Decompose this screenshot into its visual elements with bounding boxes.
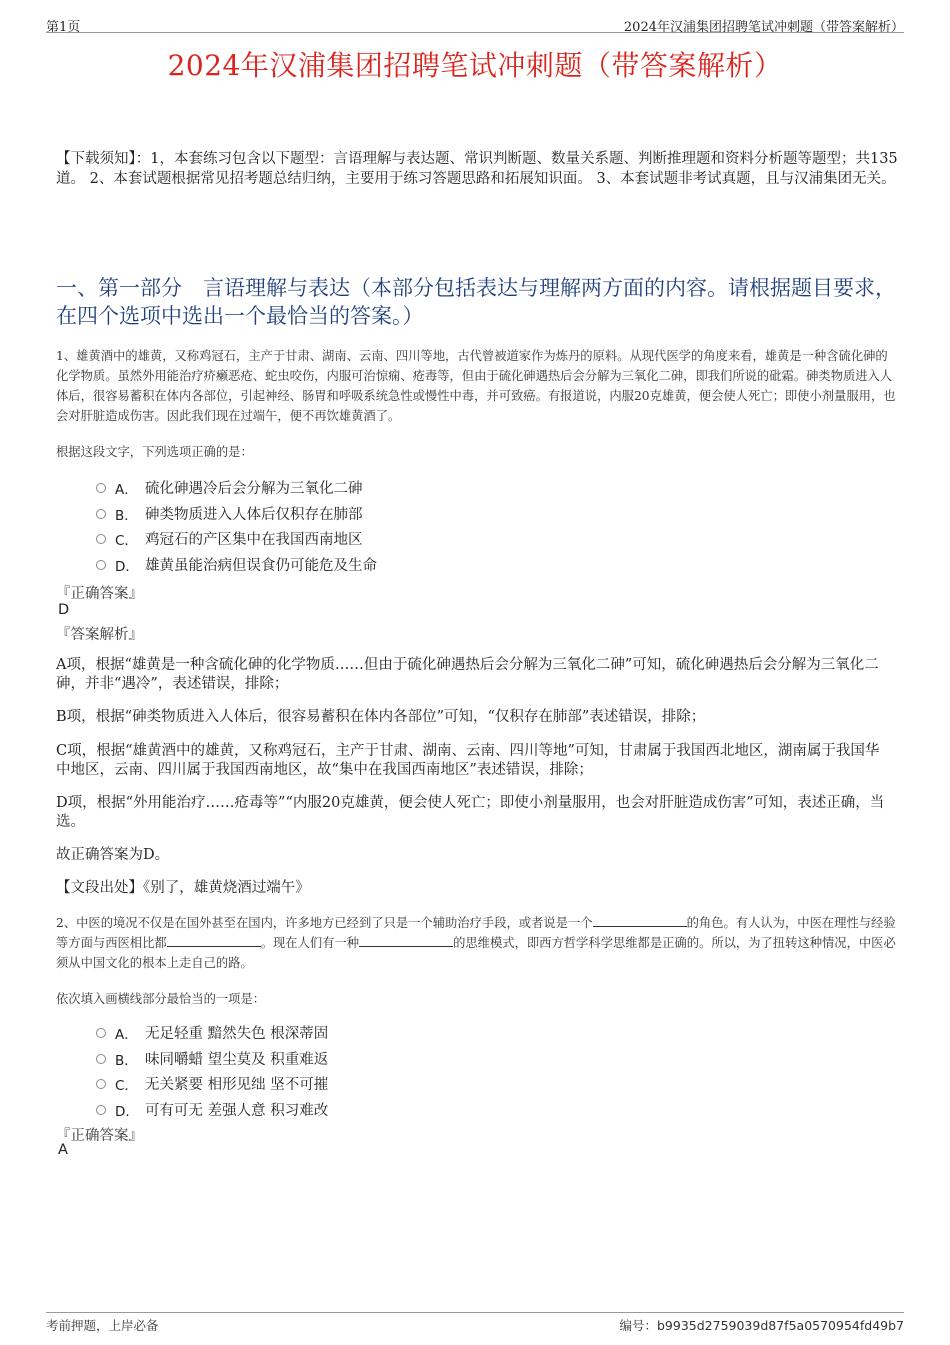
option-letter: B．: [115, 1052, 138, 1069]
analysis-a: A项，根据“雄黄是一种含硫化砷的化学物质……但由于硫化砷遇热后会分解为三氧化二砷”可知，硫化砷遇热后会分解为三氧化二砷，并非“遇冷”，表述错误，排除；: [56, 657, 879, 692]
fill-blank-1: [593, 914, 687, 927]
option-letter: C．: [115, 533, 138, 549]
radio-button[interactable]: [96, 1028, 106, 1038]
option-a[interactable]: [96, 477, 796, 503]
option-text: 鸡冠石的产区集中在我国西南地区: [145, 532, 363, 548]
download-notice: 【下载须知】：1，本套练习包含以下题型：言语理解与表达题、常识判断题、数量关系题、判断推理题和资料分析题等题型；共135道。 2、本套试题根据常见招考题总结归纳，主要用于练习答题思路和拓展知识面。 3、本套试题非考试真题，且与汉浦集团无关。: [56, 151, 898, 187]
radio-button[interactable]: [96, 560, 106, 570]
option-text: 雄黄虽能治病但误食仍可能危及生命: [145, 557, 377, 574]
option-text: 砷类物质进入人体后仅积存在肺部: [145, 506, 363, 523]
fill-blank-2: [167, 934, 261, 947]
option-text: 味同嚼蜡 望尘莫及 积重难返: [145, 1051, 329, 1068]
radio-button[interactable]: [96, 1054, 106, 1064]
question-2-text: 2、中医的境况不仅是在国外甚至在国内，许多地方已经到了只是一个辅助治疗手段，或者说是一个 的角色。有人认为，中医在理性与经验等方面与西医相比都 。现在人们有一种 的思维模式，即西方哲学科学思维都是正确的。所以，为了扭转这种情况，中医必须从中国文化的根本上走自己的路。: [56, 916, 896, 970]
option-letter: A．: [115, 1027, 138, 1043]
option-d[interactable]: [96, 1099, 796, 1125]
page-title: 2024年汉浦集团招聘笔试冲刺题（带答案解析）: [167, 49, 783, 82]
option-c[interactable]: [96, 528, 796, 554]
option-text: 无关紧要 相形见绌 坚不可摧: [145, 1077, 329, 1093]
radio-button[interactable]: [96, 509, 106, 519]
analysis-b: B项，根据“砷类物质进入人体后，很容易蓄积在体内各部位”可知，“仅积存在肺部”表述错误，排除；: [56, 709, 706, 725]
page-header: [46, 14, 904, 33]
analysis-conclusion: 故正确答案为D。: [56, 847, 170, 863]
radio-button[interactable]: [96, 534, 106, 544]
question-1-options: [96, 477, 796, 579]
answer-label: 『正确答案』: [56, 1128, 143, 1144]
page-number: 第1页: [46, 20, 81, 35]
option-b[interactable]: [96, 503, 796, 529]
source-citation: 【文段出处】《别了，雄黄烧酒过端午》: [56, 880, 310, 896]
radio-button[interactable]: [96, 483, 106, 493]
answer-value: A: [58, 1142, 68, 1158]
option-letter: C．: [115, 1078, 138, 1094]
radio-button[interactable]: [96, 1079, 106, 1089]
question-2-options: [96, 1022, 796, 1124]
question-2-prompt: 依次填入画横线部分最恰当的一项是：: [56, 992, 266, 1006]
footer-slogan: 考前押题，上岸必备: [46, 1318, 159, 1333]
analysis-c: C项，根据“雄黄酒中的雄黄，又称鸡冠石，主产于甘肃、湖南、云南、四川等地”可知，甘肃属于我国西北地区，湖南属于我国华中地区，云南、四川属于我国西南地区，故“集中在我国西南地区”表述错误，排除；: [56, 743, 880, 778]
option-letter: A．: [115, 482, 138, 498]
option-text: 可有可无 差强人意 积习难改: [145, 1102, 329, 1119]
document-code: 编号：b9935d2759039d87f5a0570954fd49b7: [619, 1318, 904, 1333]
radio-button[interactable]: [96, 1105, 106, 1115]
option-text: 硫化砷遇冷后会分解为三氧化二砷: [145, 481, 363, 497]
option-b[interactable]: [96, 1048, 796, 1074]
section-heading: 一、第一部分 言语理解与表达（本部分包括表达与理解两方面的内容。请根据题目要求，在四个选项中选出一个最恰当的答案。）: [56, 276, 896, 328]
option-text: 无足轻重 黯然失色 根深蒂固: [145, 1026, 329, 1042]
question-1-prompt: 根据这段文字，下列选项正确的是：: [56, 445, 253, 459]
option-c[interactable]: [96, 1073, 796, 1099]
analysis-label: 『答案解析』: [56, 627, 143, 643]
option-d[interactable]: [96, 554, 796, 580]
answer-value: D: [58, 602, 70, 618]
answer-label: 『正确答案』: [56, 586, 143, 602]
fill-blank-3: [359, 934, 453, 947]
option-a[interactable]: [96, 1022, 796, 1048]
analysis-d: D项，根据“外用能治疗……疮毒等”“内服20克雄黄，便会使人死亡；即使小剂量服用，也会对肝脏造成伤害”可知，表述正确，当选。: [56, 795, 885, 830]
option-letter: D．: [115, 558, 139, 575]
header-doc-title: 2024年汉浦集团招聘笔试冲刺题（带答案解析）: [623, 20, 904, 35]
question-1-text: 1、雄黄酒中的雄黄，又称鸡冠石，主产于甘肃、湖南、云南、四川等地，古代曾被道家作为炼丹的原料。从现代医学的角度来看，雄黄是一种含硫化砷的化学物质。虽然外用能治疗疥癞恶疮、蛇虫咬伤，内服可治惊痫、疮毒等，但由于硫化砷遇热后会分解为三氧化二砷，即我们所说的砒霜。砷类物质进入人体后，很容易蓄积在体内各部位，引起神经、肠胃和呼吸系统急性或慢性中毒，并可致癌。有报道说，内服20克雄黄，便会使人死亡；即使小剂量服用，也会对肝脏造成伤害。因此我们现在过端午，便不再饮雄黄酒了。: [56, 349, 896, 423]
option-letter: B．: [115, 507, 138, 524]
page-footer: [46, 1312, 904, 1331]
option-letter: D．: [115, 1103, 139, 1120]
